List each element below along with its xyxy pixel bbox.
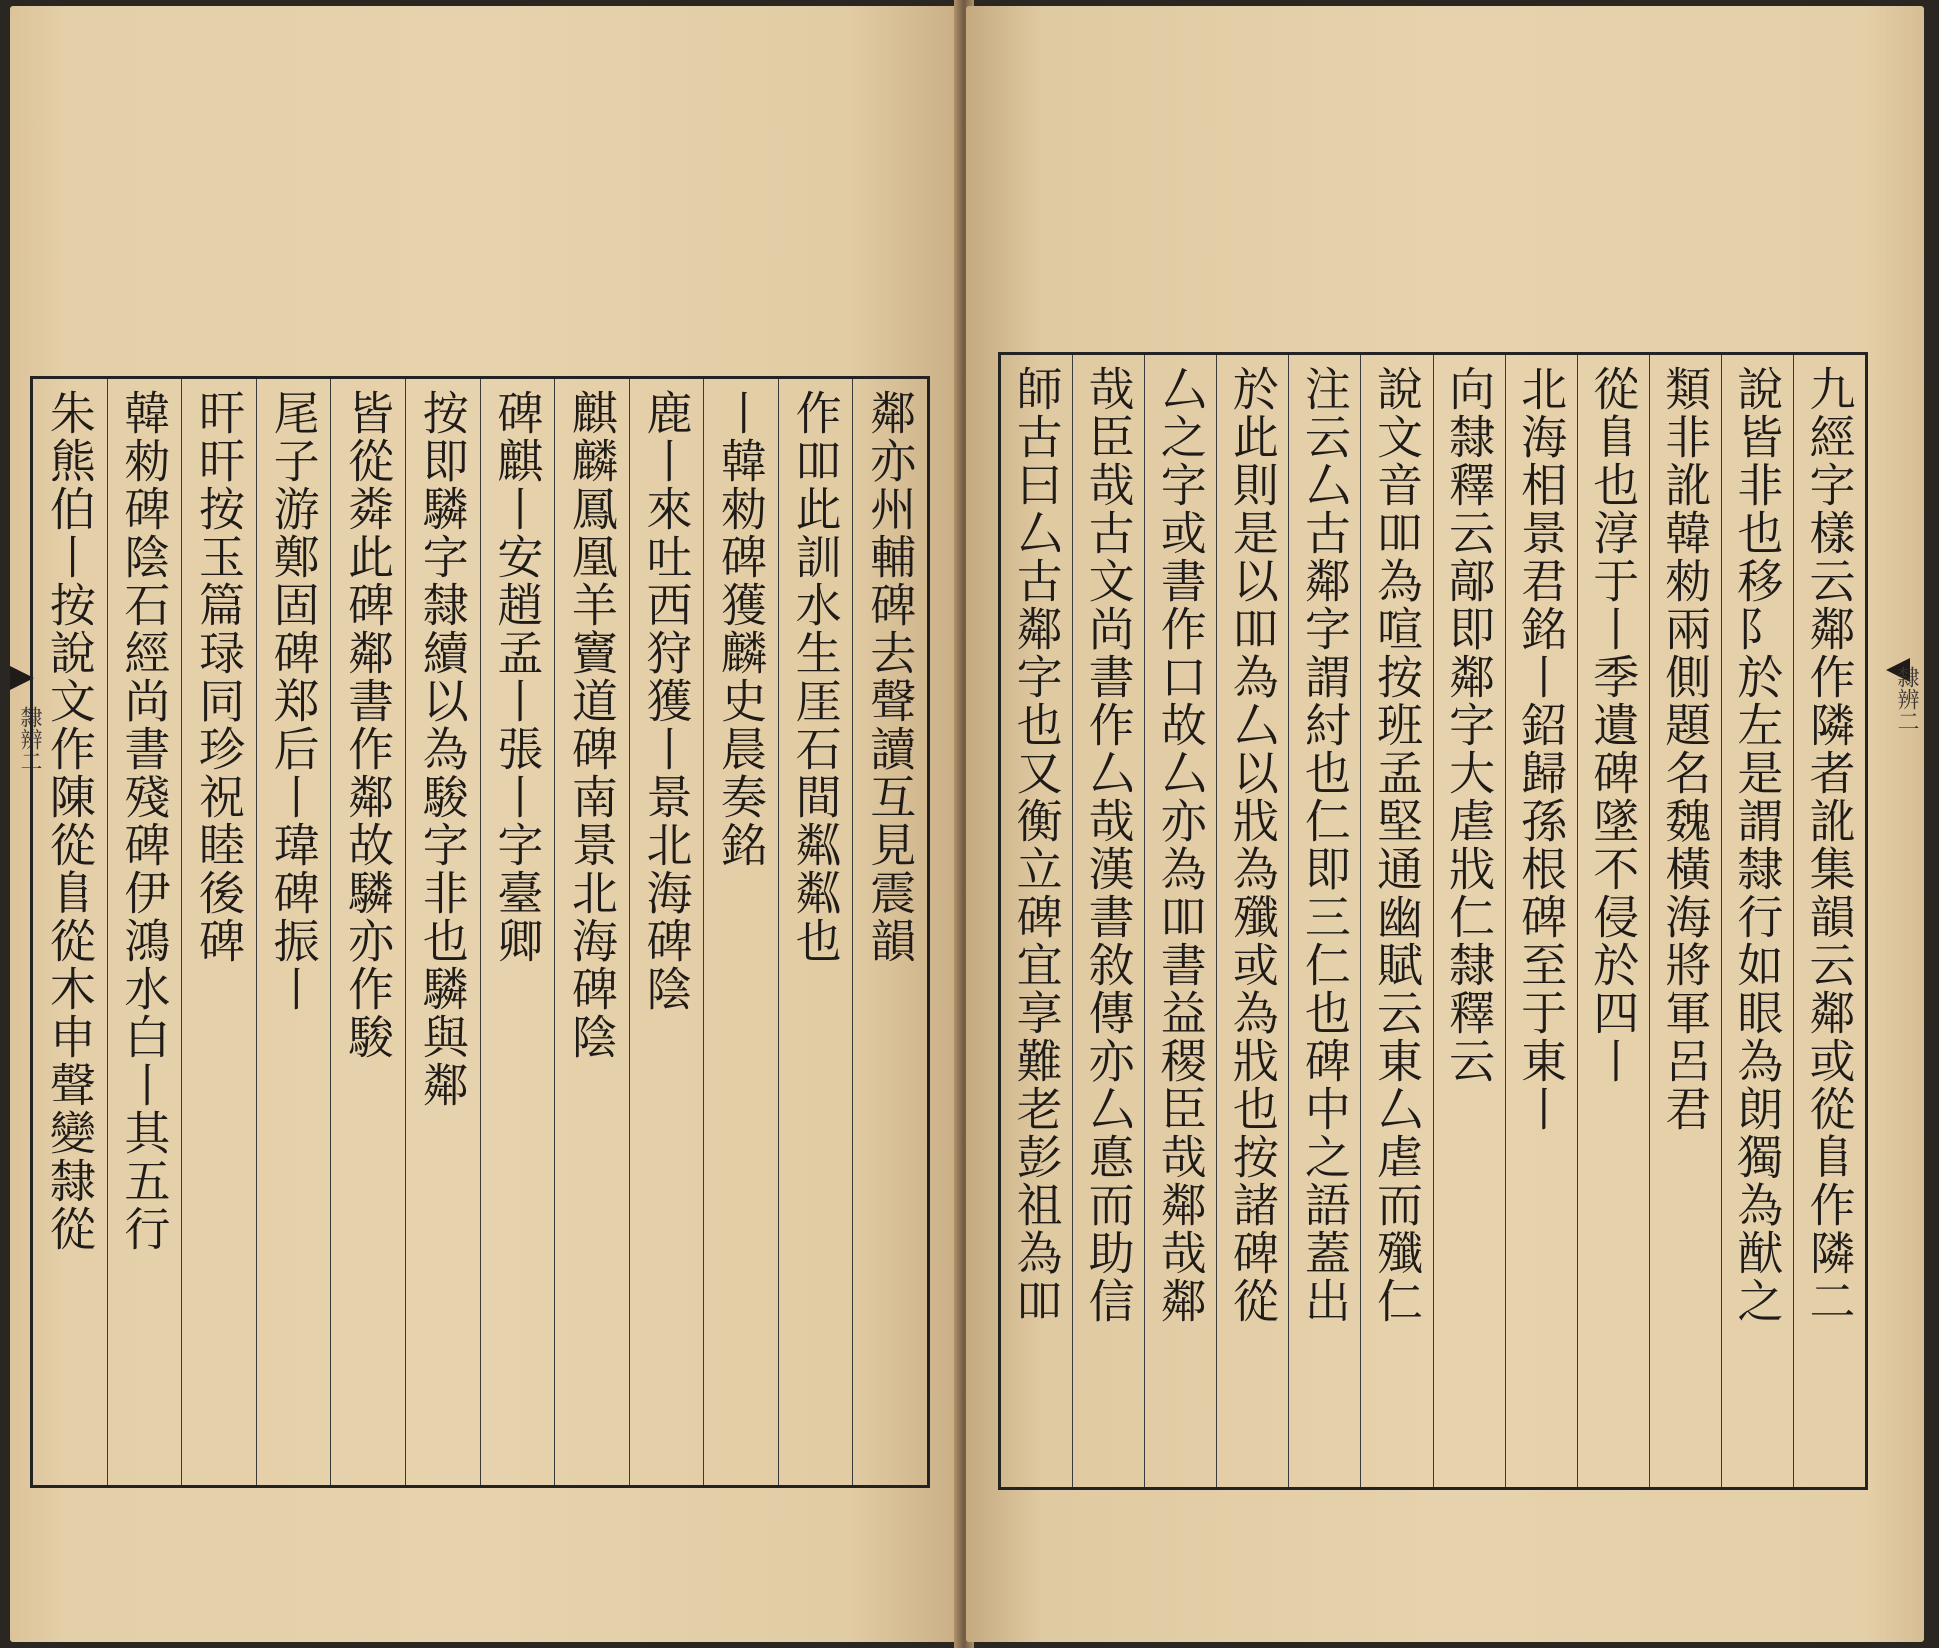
column-text: 九經字樣云鄰作隣者訛集韻云鄰或從𨸏作隣二 (1802, 365, 1857, 1325)
text-column (480, 379, 555, 1485)
column-text: 朱熊伯丨按說文作陳從𨸏從木申聲變隸從 (42, 389, 97, 1253)
column-text: 丨韓勑碑獲麟史晨奏銘 (714, 389, 769, 869)
column-text: 哉臣哉古文尚書作厶哉漢書敘傳亦厶悳而助信 (1081, 365, 1136, 1325)
column-text: 作吅此訓水生厓石間粼粼也 (788, 389, 843, 965)
text-column (1360, 355, 1432, 1487)
column-text: 碑麒丨安趙孟丨張丨字臺卿 (490, 389, 545, 965)
text-column (405, 379, 480, 1485)
left-page (10, 6, 962, 1642)
column-text: 從𨸏也淳于丨季遺碑墜不侵於四丨 (1586, 365, 1641, 1085)
text-column (1072, 355, 1144, 1487)
column-text: 尾子游鄭固碑郑后丨瑋碑振丨 (266, 389, 321, 1013)
column-text: 師古曰厶古鄰字也又衡立碑宜享難老彭祖為吅 (1009, 365, 1064, 1325)
text-column (1216, 355, 1288, 1487)
column-text: 麒麟鳳凰羊竇道碑南景北海碑陰 (564, 389, 619, 1061)
text-column (1288, 355, 1360, 1487)
text-column (1144, 355, 1216, 1487)
text-column (554, 379, 629, 1485)
column-text: 厶之字或書作口故厶亦為吅書益稷臣哉鄰哉鄰 (1153, 365, 1208, 1325)
text-column (330, 379, 405, 1485)
text-column (107, 379, 182, 1485)
text-column (181, 379, 256, 1485)
text-column (852, 379, 927, 1485)
text-column (1649, 355, 1721, 1487)
text-column (1721, 355, 1793, 1487)
column-text: 鹿丨來吐西狩獲丨景北海碑陰 (639, 389, 694, 1013)
column-text: 按即驎字隸續以為駿字非也驎與鄰 (415, 389, 470, 1109)
column-text: 韓勑碑陰石經尚書殘碑伊鴻水白丨其五行 (117, 389, 172, 1253)
column-text: 類非訛韓勑兩側題名魏橫海將軍呂君 (1658, 365, 1713, 1133)
right-page (966, 6, 1924, 1642)
column-text: 說皆非也移阝於左是謂隸行如眼為朗獨為猷之 (1730, 365, 1785, 1325)
text-column (1793, 355, 1865, 1487)
right-edge-label: 隸辨二 (1894, 666, 1919, 732)
right-text-frame (998, 352, 1868, 1490)
text-column (256, 379, 331, 1485)
column-text: 向隸釋云鄗即鄰字大虐戕仁隸釋云 (1442, 365, 1497, 1085)
text-column (33, 379, 107, 1485)
text-column (1577, 355, 1649, 1487)
column-text: 北海相景君銘丨鉊歸孫根碑至于東丨 (1514, 365, 1569, 1133)
text-column (778, 379, 853, 1485)
left-text-frame (30, 376, 930, 1488)
text-column (629, 379, 704, 1485)
column-text: 注云厶古鄰字謂紂也仁即三仁也碑中之語蓋出 (1297, 365, 1352, 1325)
column-text: 皆從粦此碑鄰書作鄰故驎亦作駿 (341, 389, 396, 1061)
column-text: 於此則是以吅為厶以戕為殲或為戕也按諸碑從 (1225, 365, 1280, 1325)
column-text: 旰旰按玉篇琭同珍祝睦後碑 (192, 389, 246, 965)
left-edge-label: 隸辨二 (17, 706, 42, 772)
column-text: 說文音吅為喧按班孟堅通幽賦云東厶虐而殲仁 (1369, 365, 1424, 1325)
column-text: 鄰亦州輔碑去聲讀互見震韻 (863, 389, 918, 965)
text-column (1505, 355, 1577, 1487)
text-column (1433, 355, 1505, 1487)
text-column (703, 379, 778, 1485)
text-column (1001, 355, 1072, 1487)
